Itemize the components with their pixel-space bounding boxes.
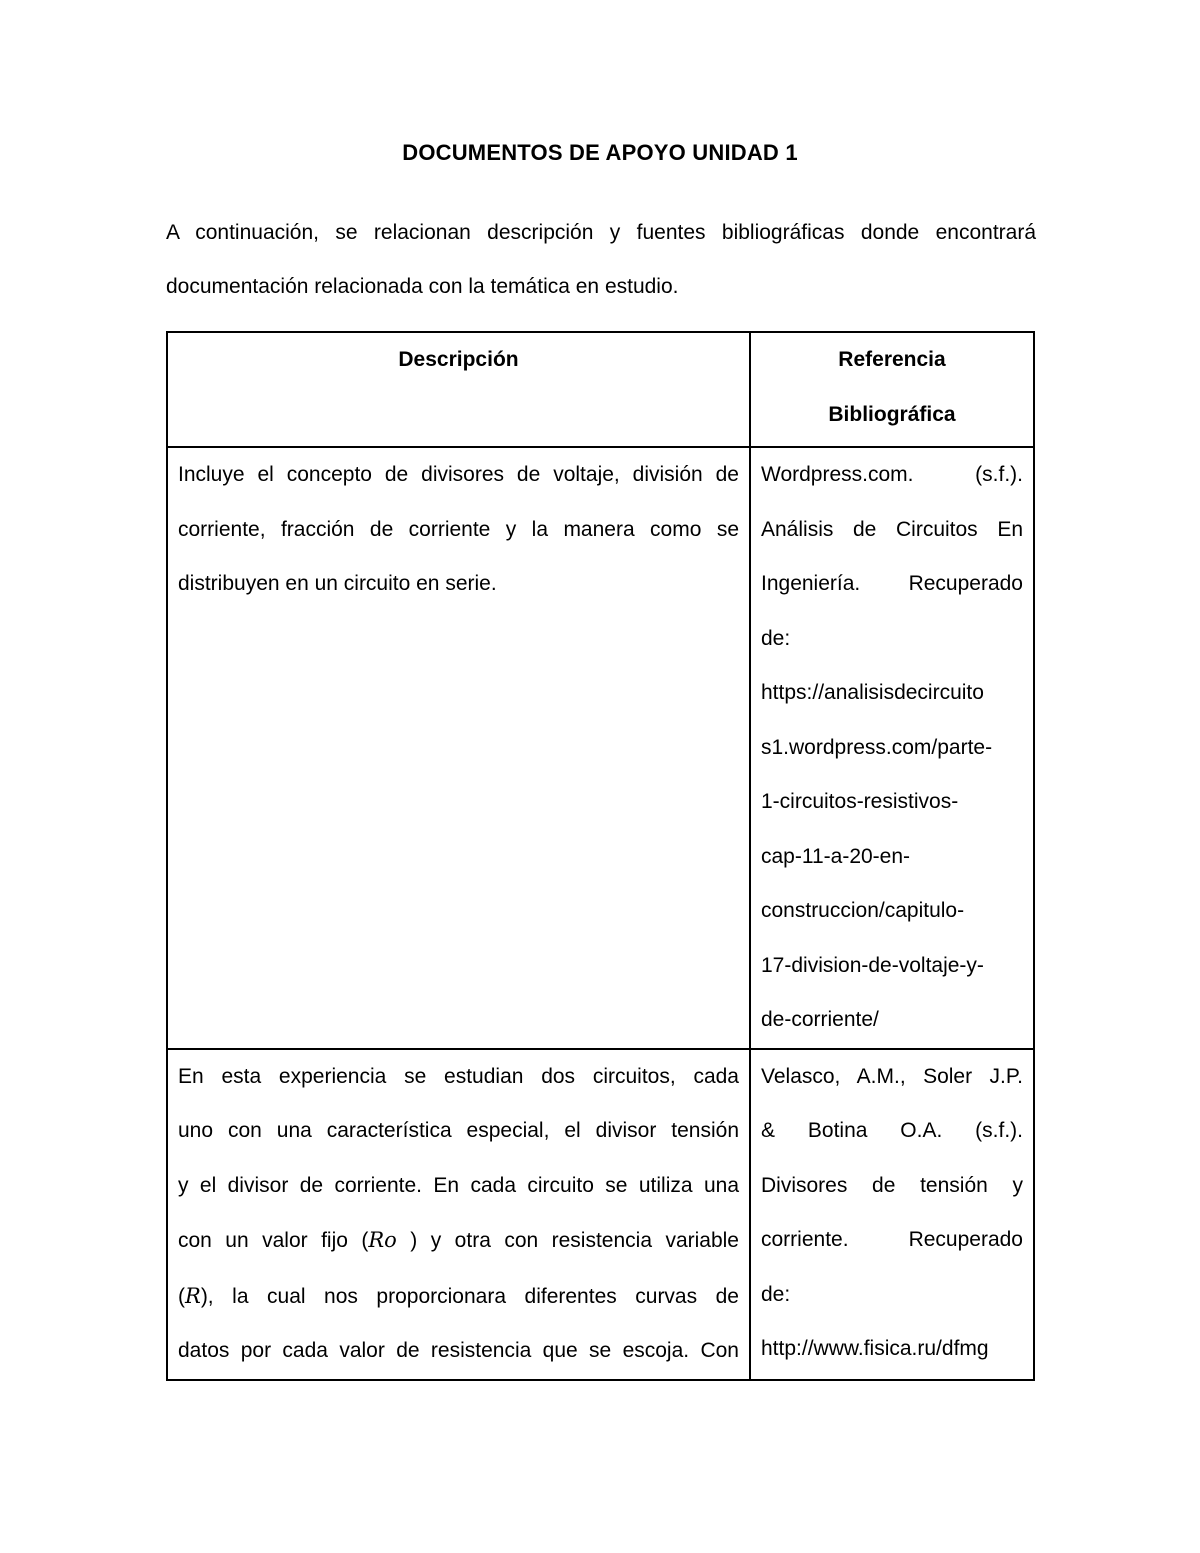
header-reference-line: Referencia: [838, 348, 946, 371]
intro-paragraph: [166, 206, 1036, 314]
reference-line: Velasco, A.M., Soler J.P.: [761, 1064, 1023, 1088]
header-description: Descripción: [167, 332, 750, 447]
description-cell: [167, 447, 750, 1049]
math-symbol-ro: Ro: [368, 1228, 397, 1252]
reference-line: Ingeniería. Recuperado: [761, 572, 1023, 595]
reference-cell: [750, 1049, 1034, 1380]
description-line: distribuyen en un circuito en serie.: [178, 572, 497, 595]
reference-line: Wordpress.com. (s.f.).: [761, 463, 1023, 486]
header-reference: [750, 332, 1034, 447]
reference-link: construccion/capitulo-: [761, 899, 965, 922]
table-row: [167, 1049, 1034, 1380]
intro-line: A continuación, se relacionan descripción y fuentes bibliográficas donde encontrará: [166, 221, 1036, 244]
reference-link: 17-division-de-voltaje-y-: [761, 953, 984, 977]
math-symbol-r: R: [185, 1283, 201, 1308]
reference-line: Análisis de Circuitos En: [761, 517, 1023, 541]
reference-link: cap-11-a-20-en-: [761, 844, 911, 868]
text-fragment: con un valor fijo (: [178, 1229, 369, 1252]
description-line: En esta experiencia se estudian dos circuitos, cada: [178, 1064, 739, 1088]
reference-link: 1-circuitos-resistivos-: [761, 790, 959, 813]
reference-cell: [750, 447, 1034, 1049]
reference-line: & Botina O.A. (s.f.).: [761, 1119, 1023, 1142]
description-line: [178, 1269, 739, 1325]
intro-line: documentación relacionada con la temática en estudio.: [166, 275, 679, 298]
description-cell: [167, 1049, 750, 1380]
page-title: DOCUMENTOS DE APOYO UNIDAD 1: [402, 140, 798, 165]
references-table: [166, 331, 1035, 1381]
reference-link: s1.wordpress.com/parte-: [761, 735, 993, 759]
reference-line: corriente. Recuperado: [761, 1228, 1023, 1251]
reference-line: de:: [761, 626, 791, 650]
description-line: uno con una característica especial, el divisor tensión: [178, 1119, 739, 1142]
reference-link: http://www.fisica.ru/dfmg: [761, 1337, 989, 1360]
description-line: datos por cada valor de resistencia que se escoja. Con: [178, 1339, 739, 1362]
description-line: corriente, fracción de corriente y la manera como se: [178, 517, 739, 541]
header-reference-line: Bibliográfica: [828, 402, 956, 426]
reference-line: de:: [761, 1282, 791, 1306]
description-line: y el divisor de corriente. En cada circuito se utiliza una: [178, 1173, 739, 1197]
reference-link: https://analisisdecircuito: [761, 681, 984, 704]
table-header-row: [167, 332, 1034, 447]
table-row: [167, 447, 1034, 1049]
description-line: [178, 1213, 739, 1269]
text-fragment: ) y otra con resistencia variable: [396, 1229, 739, 1252]
text-fragment: (: [178, 1284, 185, 1308]
text-fragment: ), la cual nos proporcionara diferentes curvas de: [200, 1284, 739, 1308]
reference-line: Divisores de tensión y: [761, 1173, 1023, 1197]
reference-link: de-corriente/: [761, 1008, 879, 1031]
description-line: Incluye el concepto de divisores de voltaje, división de: [178, 463, 739, 486]
